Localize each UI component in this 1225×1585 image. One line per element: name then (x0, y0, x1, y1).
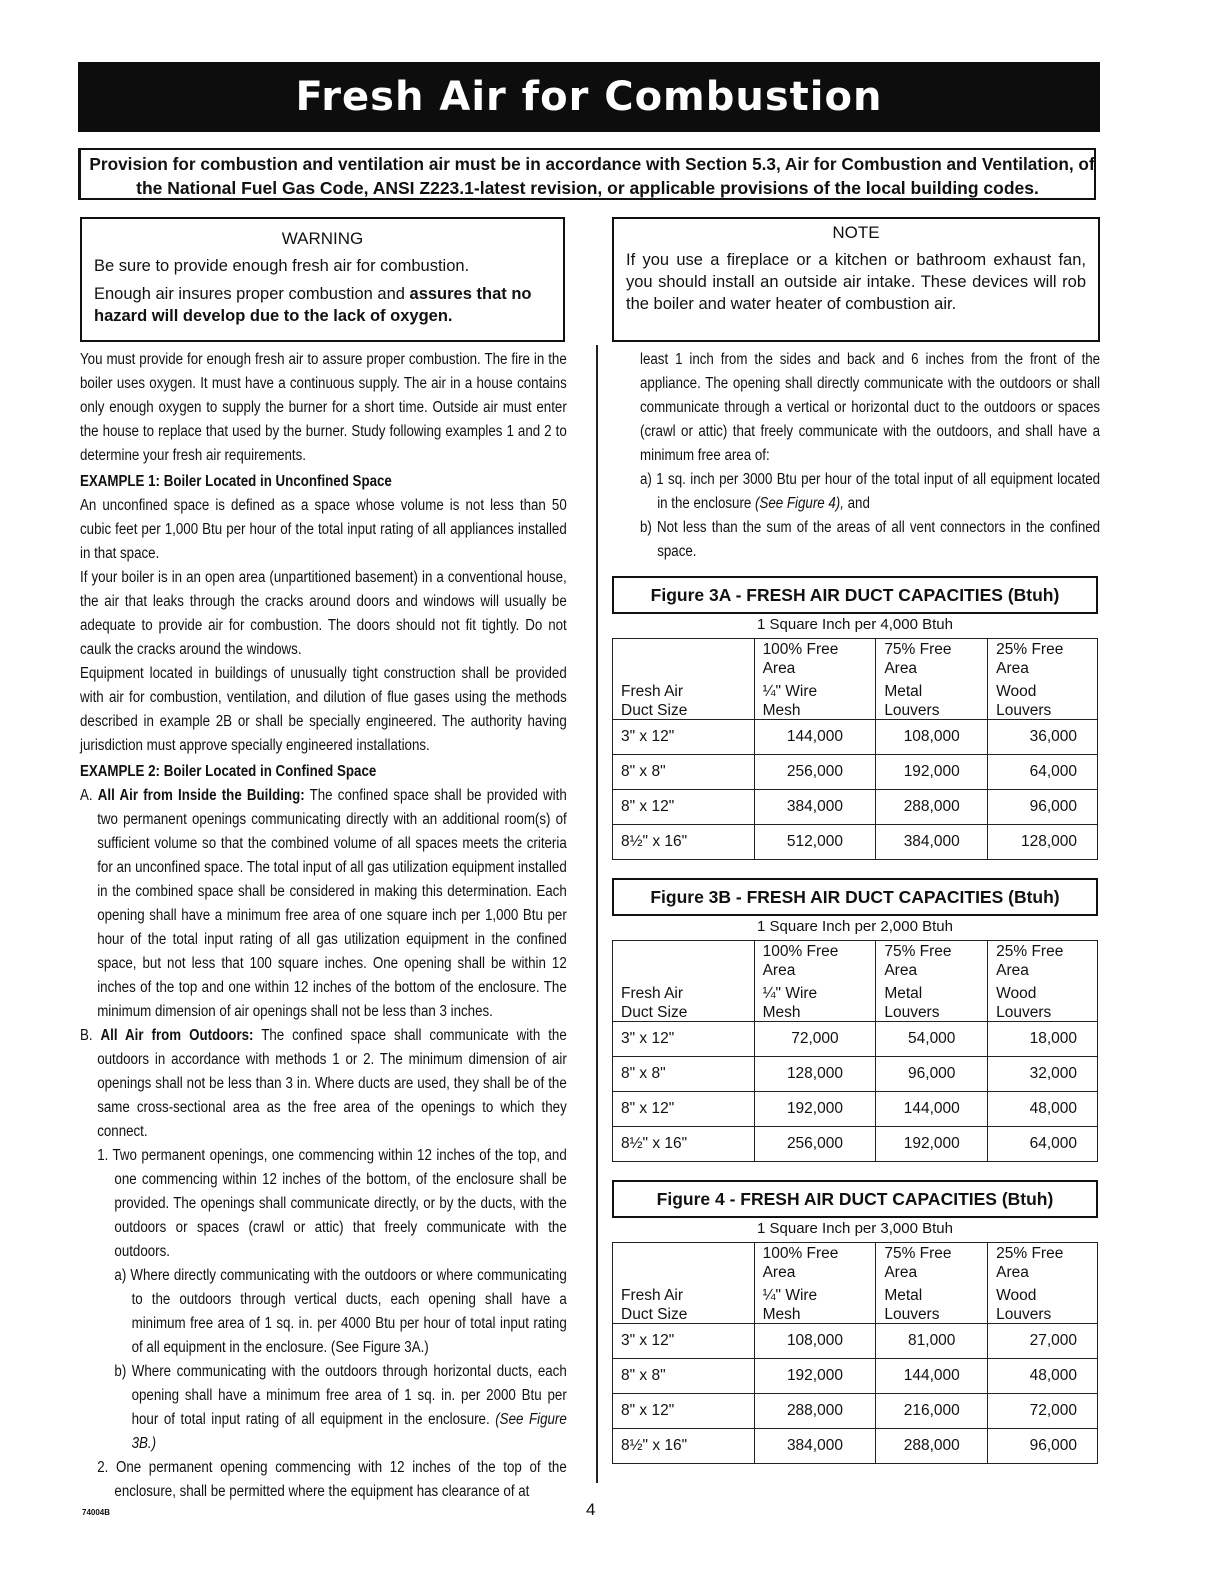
table-header-row (613, 979, 1098, 1002)
table-header-row (613, 941, 1098, 961)
table-cell: 192,000 (754, 1359, 876, 1394)
table-row (613, 720, 1098, 755)
right-item-a (640, 468, 1100, 516)
example-1-heading: EXAMPLE 1: Boiler Located in Unconfined Space (80, 473, 392, 490)
table-header-cell: Wood (988, 979, 1098, 1002)
table-cell: 144,000 (754, 720, 876, 755)
table-header-cell: Area (988, 960, 1098, 979)
page-number: 4 (586, 1500, 596, 1519)
table-header-row (613, 1262, 1098, 1281)
section-a (80, 784, 567, 1024)
table-row (613, 1359, 1098, 1394)
table-header-cell: Area (876, 1262, 988, 1281)
figure-3a-table (612, 638, 1098, 860)
table-cell (613, 658, 755, 677)
note-title: NOTE (832, 223, 880, 242)
table-cell: 64,000 (988, 755, 1098, 790)
left-column (80, 348, 567, 1504)
table-cell: 256,000 (754, 1127, 876, 1162)
table-header-cell: Duct Size (613, 700, 755, 720)
column-divider (596, 345, 598, 1483)
warning-line-2-text: Enough air insures proper combustion and (94, 285, 410, 303)
section-b-1-a: a) Where directly communicating with the outdoors or where communicating to the outdoors through vertical ducts, each opening shall have a minimum free area of 1 sq. in. per 4000 Btu per hour of total input rating of all equipment in the enclosure. (See Figure 3A.) (114, 1267, 567, 1356)
table-header-cell: Louvers (876, 700, 988, 720)
continued-paragraph: least 1 inch from the sides and back and 6 inches from the front of the appliance. The opening shall directly communicate with the outdoors or shall communicate through a vertical or horizontal duct to the outdoors or spaces (crawl or attic) that freely communicate with the outdoors, and shall have a minimum free area of: (640, 351, 1101, 464)
example-2-heading: EXAMPLE 2: Boiler Located in Confined Space (80, 763, 377, 780)
section-b-1-b-text: b) Where communicating with the outdoors through horizontal ducts, each opening shall have a minimum free area of 1 sq. in. per 2000 Btu per hour of total input rating of all equipment in the enclosure. (114, 1363, 567, 1428)
table-header-cell: Louvers (988, 1002, 1098, 1022)
figure-3a-title: Figure 3A - FRESH AIR DUCT CAPACITIES (Btuh) (612, 576, 1098, 614)
table-header-cell: Metal (876, 677, 988, 700)
table-header-cell: Area (988, 1262, 1098, 1281)
table-header-cell: Louvers (876, 1304, 988, 1324)
table-cell: 192,000 (876, 1127, 988, 1162)
table-cell: 256,000 (754, 755, 876, 790)
table-header-cell: Mesh (754, 1304, 876, 1324)
table-row (613, 1324, 1098, 1359)
warning-line-2 (94, 283, 551, 327)
table-cell: 8" x 12" (613, 1394, 755, 1429)
example-1-paragraph-3: Equipment located in buildings of unusually tight construction shall be provided with air for combustion, ventilation, and dilution of flue gases using the methods described in example 2B or shall be specially engineered. The authority having jurisdiction must approve specially engineered installations. (80, 665, 567, 754)
table-cell: 216,000 (876, 1394, 988, 1429)
table-header-cell: Louvers (988, 700, 1098, 720)
note-text: If you use a fireplace or a kitchen or bathroom exhaust fan, you should install an outside air intake. These devices will rob the boiler and water heater of combustion air. (626, 251, 1086, 313)
table-cell: 3" x 12" (613, 1324, 755, 1359)
table-header-row (613, 700, 1098, 720)
warning-title: WARNING (281, 229, 364, 248)
table-row (613, 1429, 1098, 1464)
table-cell (613, 960, 755, 979)
intro-paragraph: You must provide for enough fresh air to assure proper combustion. The fire in the boiler uses oxygen. It must have a continuous supply. The air in a house contains only enough oxygen to supply the burner for a short time. Outside air must enter the house to replace that used by the burner. Study following examples 1 and 2 to determine your fresh air requirements. (80, 351, 567, 464)
table-cell: 32,000 (988, 1057, 1098, 1092)
table-header-cell: Duct Size (613, 1002, 755, 1022)
table-header-cell: 75% Free (876, 639, 988, 659)
table-cell (613, 639, 755, 659)
table-header-cell: Metal (876, 1281, 988, 1304)
table-cell: 144,000 (876, 1092, 988, 1127)
figure-3a-subtitle: 1 Square Inch per 4,000 Btuh (757, 616, 953, 633)
figure-3b-title: Figure 3B - FRESH AIR DUCT CAPACITIES (Btuh) (612, 878, 1098, 916)
table-cell: 288,000 (876, 1429, 988, 1464)
section-b (80, 1024, 567, 1144)
table-header-cell: Fresh Air (613, 1281, 755, 1304)
example-1-paragraph-2: If your boiler is in an open area (unpartitioned basement) in a conventional house, the air that leaks through the cracks around doors and windows will usually be adequate to provide air for combustion. The doors should not fit tightly. Do not caulk the cracks around the windows. (80, 569, 567, 658)
table-cell: 3" x 12" (613, 720, 755, 755)
right-item-a-text: a) 1 sq. inch per 3000 Btu per hour of the total input of all equipment located in the enclosure (640, 471, 1101, 512)
table-header-cell: ¼" Wire (754, 677, 876, 700)
table-cell: 72,000 (754, 1022, 876, 1057)
table-header-cell: 75% Free (876, 941, 988, 961)
example-1-paragraph-1: An unconfined space is defined as a space whose volume is not less than 50 cubic feet per 1,000 Btu per hour of the total input rating of all appliances installed in that space. (80, 497, 567, 562)
table-cell: 8" x 12" (613, 1092, 755, 1127)
table-cell (613, 1243, 755, 1263)
table-header-cell: Mesh (754, 700, 876, 720)
figure-3b-subtitle: 1 Square Inch per 2,000 Btuh (757, 918, 953, 935)
section-a-label: A. (80, 787, 98, 804)
table-header-row (613, 639, 1098, 659)
table-cell: 81,000 (876, 1324, 988, 1359)
table-header-cell: Area (754, 960, 876, 979)
section-b-heading: All Air from Outdoors: (100, 1027, 254, 1044)
table-cell: 8½" x 16" (613, 825, 755, 860)
table-row (613, 1057, 1098, 1092)
table-cell: 144,000 (876, 1359, 988, 1394)
table-cell: 96,000 (988, 790, 1098, 825)
right-item-a-ref: (See Figure 4), (755, 495, 844, 512)
figure-4-title: Figure 4 - FRESH AIR DUCT CAPACITIES (Btuh) (612, 1180, 1098, 1218)
table-header-cell: Area (876, 658, 988, 677)
figure-4-subtitle: 1 Square Inch per 3,000 Btuh (757, 1220, 953, 1237)
table-cell (613, 941, 755, 961)
table-header-cell: 100% Free (754, 1243, 876, 1263)
table-header-row (613, 1304, 1098, 1324)
warning-line-1: Be sure to provide enough fresh air for combustion. (94, 257, 470, 275)
table-header-row (613, 960, 1098, 979)
table-cell: 36,000 (988, 720, 1098, 755)
table-cell: 8" x 8" (613, 755, 755, 790)
table-cell (613, 1262, 755, 1281)
table-cell: 8½" x 16" (613, 1429, 755, 1464)
table-header-cell: 25% Free (988, 941, 1098, 961)
table-cell: 48,000 (988, 1359, 1098, 1394)
table-cell: 8" x 8" (613, 1057, 755, 1092)
right-column (640, 348, 1100, 564)
table-cell: 96,000 (876, 1057, 988, 1092)
figure-4-table (612, 1242, 1098, 1464)
table-header-row (613, 1243, 1098, 1263)
table-cell: 96,000 (988, 1429, 1098, 1464)
right-column-text (640, 348, 1100, 564)
table-cell: 384,000 (754, 790, 876, 825)
warning-box (80, 217, 565, 342)
table-cell: 192,000 (876, 755, 988, 790)
section-a-heading: All Air from Inside the Building: (97, 787, 305, 804)
section-b-1: 1. Two permanent openings, one commencing within 12 inches of the top, and one commencing within 12 inches of the bottom, of the enclosure shall be provided. The openings shall communicate directly, or by the ducts, with the outdoors or spaces (crawl or attic) that freely communicate with the outdoors. (97, 1147, 567, 1260)
table-header-cell: 100% Free (754, 639, 876, 659)
table-header-cell: 25% Free (988, 1243, 1098, 1263)
table-cell: 128,000 (988, 825, 1098, 860)
table-header-cell: Louvers (876, 1002, 988, 1022)
table-header-cell: 75% Free (876, 1243, 988, 1263)
figure-3b-table (612, 940, 1098, 1162)
table-header-cell: Louvers (988, 1304, 1098, 1324)
table-cell: 48,000 (988, 1092, 1098, 1127)
table-header-row (613, 1281, 1098, 1304)
section-b-label: B. (80, 1027, 101, 1044)
note-box (612, 217, 1100, 342)
table-cell: 3" x 12" (613, 1022, 755, 1057)
table-header-cell: Duct Size (613, 1304, 755, 1324)
table-row (613, 1022, 1098, 1057)
table-header-cell: Metal (876, 979, 988, 1002)
section-b-2: 2. One permanent opening commencing with 12 inches of the top of the enclosure, shall be permitted where the equipment has clearance of at (97, 1459, 567, 1500)
table-header-row (613, 658, 1098, 677)
provision-line-1: Provision for combustion and ventilation air must be in accordance with Section 5.3, Air for Combustion and Ventilation, of (89, 154, 1095, 174)
table-cell: 384,000 (754, 1429, 876, 1464)
section-b-1-b-ref: (See Figure 3B.) (131, 1411, 567, 1452)
table-row (613, 1127, 1098, 1162)
table-header-cell: Area (876, 960, 988, 979)
table-header-cell: Area (754, 658, 876, 677)
table-cell: 108,000 (876, 720, 988, 755)
table-header-cell: Fresh Air (613, 979, 755, 1002)
table-row (613, 1394, 1098, 1429)
table-header-cell: Mesh (754, 1002, 876, 1022)
table-row (613, 755, 1098, 790)
table-cell: 384,000 (876, 825, 988, 860)
right-item-a-end: and (843, 495, 870, 512)
right-item-b: b) Not less than the sum of the areas of all vent connectors in the confined space. (640, 519, 1101, 560)
table-header-cell: Area (754, 1262, 876, 1281)
section-b-1-b (80, 1360, 567, 1456)
provision-notice (78, 148, 1096, 200)
table-row (613, 790, 1098, 825)
left-column-text (80, 348, 567, 1504)
table-header-cell: Fresh Air (613, 677, 755, 700)
table-header-cell: Wood (988, 677, 1098, 700)
table-cell: 108,000 (754, 1324, 876, 1359)
table-header-row (613, 1002, 1098, 1022)
page-title: Fresh Air for Combustion (78, 62, 1100, 132)
table-cell: 192,000 (754, 1092, 876, 1127)
section-b-text: The confined space shall communicate with the outdoors in accordance with methods 1 or 2. The minimum dimension of air openings shall not be less than 3 in. Where ducts are used, they shall be of the same cross-sectional area as the free area of the openings to which they connect. (97, 1027, 567, 1140)
document-code: 74004B (82, 1508, 111, 1517)
table-cell: 8" x 8" (613, 1359, 755, 1394)
table-header-row (613, 677, 1098, 700)
table-row (613, 1092, 1098, 1127)
table-cell: 288,000 (876, 790, 988, 825)
warning-line-2-bold: assures that no hazard will develop due to the lack of oxygen. (94, 285, 532, 325)
table-cell: 72,000 (988, 1394, 1098, 1429)
table-header-cell: ¼" Wire (754, 979, 876, 1002)
table-cell: 64,000 (988, 1127, 1098, 1162)
table-header-cell: Area (988, 658, 1098, 677)
table-header-cell: ¼" Wire (754, 1281, 876, 1304)
table-cell: 8" x 12" (613, 790, 755, 825)
section-a-text: The confined space shall be provided with two permanent openings communicating directly with an additional room(s) of sufficient volume so that the combined volume of all spaces meets the criteria for an unconfined space. The total input of all gas utilization equipment installed in the combined space shall be considered in making this determination. Each opening shall have a minimum free area of one square inch per 1,000 Btu per hour of the total input rating of all gas utilization equipment in the confined space, but not less that 100 square inches. One opening shall be within 12 inches of the top and one within 12 inches of the bottom of the enclosure. The minimum dimension of air openings shall not be less than 3 inches. (97, 787, 567, 1020)
table-cell: 27,000 (988, 1324, 1098, 1359)
table-header-cell: Wood (988, 1281, 1098, 1304)
table-cell: 8½" x 16" (613, 1127, 755, 1162)
table-cell: 54,000 (876, 1022, 988, 1057)
table-header-cell: 100% Free (754, 941, 876, 961)
table-cell: 512,000 (754, 825, 876, 860)
table-header-cell: 25% Free (988, 639, 1098, 659)
provision-line-2: the National Fuel Gas Code, ANSI Z223.1-latest revision, or applicable provisions of the local building codes. (136, 178, 1039, 198)
table-cell: 288,000 (754, 1394, 876, 1429)
table-row (613, 825, 1098, 860)
table-cell: 128,000 (754, 1057, 876, 1092)
table-cell: 18,000 (988, 1022, 1098, 1057)
